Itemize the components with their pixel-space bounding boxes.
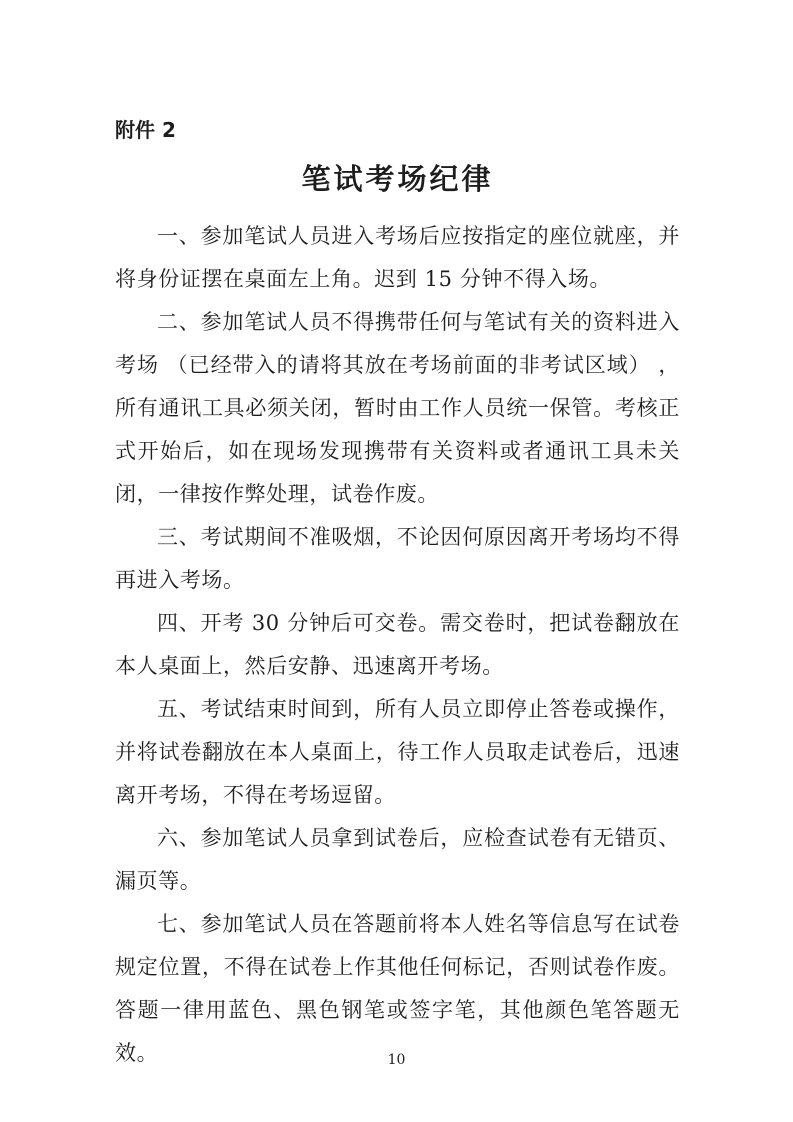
page-title: 笔试考场纪律 — [301, 162, 494, 196]
paragraph-rule-2: 二、参加笔试人员不得携带任何与笔试有关的资料进入考场 （已经带入的请将其放在考场前面的非考试区域） ，所有通讯工具必须关闭，暂时由工作人员统一保管。考核正式开始后，如在现场发现携带有关资料或者通讯工具未关闭，一律按作弊处理，试卷作废。 — [115, 310, 680, 506]
document-body — [115, 215, 680, 1075]
paragraph-rule-4: 四、开考 30 分钟后可交卷。需交卷时，把试卷翻放在本人桌面上，然后安静、迅速离开考场。 — [115, 611, 680, 678]
paragraph-rule-3: 三、考试期间不准吸烟，不论因何原因离开考场均不得再进入考场。 — [115, 525, 680, 592]
paragraph-rule-6: 六、参加笔试人员拿到试卷后，应检查试卷有无错页、漏页等。 — [115, 826, 680, 893]
page-number: 10 — [387, 1052, 406, 1068]
paragraph-rule-5: 五、考试结束时间到，所有人员立即停止答卷或操作，并将试卷翻放在本人桌面上，待工作人员取走试卷后，迅速离开考场，不得在考场逗留。 — [115, 697, 680, 807]
attachment-label: 附件 2 — [115, 118, 176, 142]
paragraph-rule-7: 七、参加笔试人员在答题前将本人姓名等信息写在试卷规定位置，不得在试卷上作其他任何标记，否则试卷作废。答题一律用蓝色、黑色钢笔或签字笔，其他颜色笔答题无效。 — [115, 912, 680, 1065]
paragraph-rule-1: 一、参加笔试人员进入考场后应按指定的座位就座，并将身份证摆在桌面左上角。迟到 15 分钟不得入场。 — [115, 224, 680, 291]
